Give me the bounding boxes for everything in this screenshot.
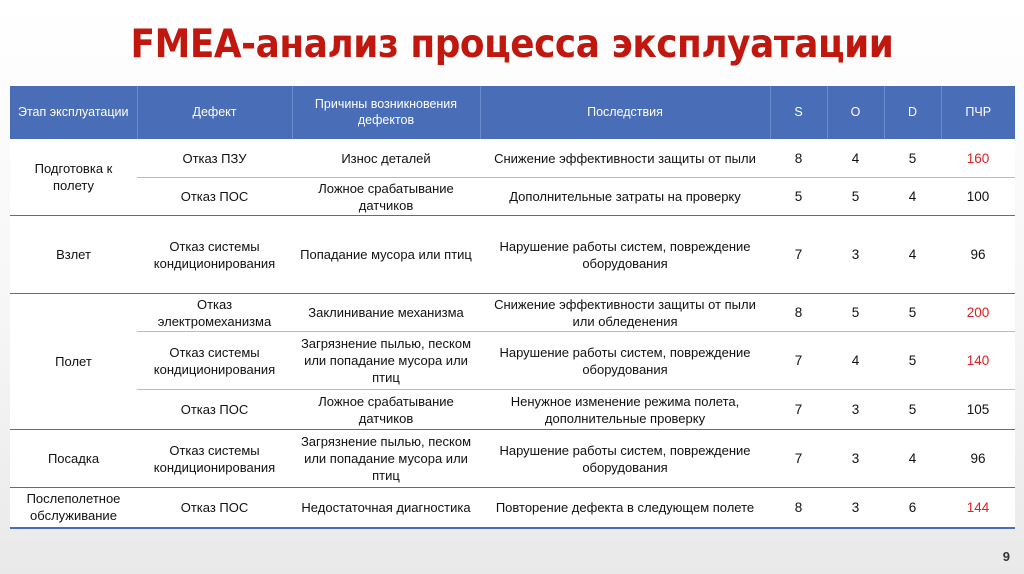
header-severity: S: [770, 86, 827, 139]
rpn-cell: 160: [941, 139, 1015, 178]
table-row: [10, 488, 1015, 528]
cause-cell: Ложное срабатывание датчиков: [292, 390, 480, 430]
effect-cell: Нарушение работы систем, повреждение оборудования: [480, 430, 770, 488]
occurrence-cell: 4: [827, 139, 884, 178]
rpn-cell: 144: [941, 488, 1015, 528]
stage-cell: Взлет: [10, 216, 137, 294]
table-row: [10, 332, 1015, 390]
header-effect: Последствия: [480, 86, 770, 139]
effect-cell: Нарушение работы систем, повреждение оборудования: [480, 216, 770, 294]
cause-cell: Заклинивание механизма: [292, 294, 480, 332]
page-number: 9: [1002, 549, 1010, 564]
effect-cell: Ненужное изменение режима полета, дополнительные проверку: [480, 390, 770, 430]
occurrence-cell: 3: [827, 430, 884, 488]
table-row: [10, 216, 1015, 294]
cause-cell: Ложное срабатывание датчиков: [292, 178, 480, 216]
effect-cell: Повторение дефекта в следующем полете: [480, 488, 770, 528]
header-detection: D: [884, 86, 941, 139]
defect-cell: Отказ системы кондиционирования: [137, 430, 292, 488]
effect-cell: Снижение эффективности защиты от пыли или обледенения: [480, 294, 770, 332]
detection-cell: 4: [884, 430, 941, 488]
occurrence-cell: 4: [827, 332, 884, 390]
detection-cell: 5: [884, 139, 941, 178]
rpn-cell: 96: [941, 430, 1015, 488]
occurrence-cell: 5: [827, 178, 884, 216]
rpn-cell: 200: [941, 294, 1015, 332]
occurrence-cell: 3: [827, 216, 884, 294]
defect-cell: Отказ ПОС: [137, 390, 292, 430]
table-row: [10, 430, 1015, 488]
table-header-row: [10, 86, 1015, 139]
stage-cell: Подготовка к полету: [10, 139, 137, 216]
rpn-cell: 100: [941, 178, 1015, 216]
table-row: [10, 139, 1015, 178]
defect-cell: Отказ электромеханизма: [137, 294, 292, 332]
detection-cell: 4: [884, 216, 941, 294]
detection-cell: 5: [884, 294, 941, 332]
detection-cell: 4: [884, 178, 941, 216]
table-row: [10, 390, 1015, 430]
effect-cell: Дополнительные затраты на проверку: [480, 178, 770, 216]
cause-cell: Загрязнение пылью, песком или попадание мусора или птиц: [292, 332, 480, 390]
occurrence-cell: 5: [827, 294, 884, 332]
occurrence-cell: 3: [827, 390, 884, 430]
cause-cell: Попадание мусора или птиц: [292, 216, 480, 294]
severity-cell: 8: [770, 294, 827, 332]
severity-cell: 7: [770, 430, 827, 488]
stage-cell: Послеполетное обслуживание: [10, 488, 137, 528]
header-stage: Этап эксплуатации: [10, 86, 137, 139]
header-cause: Причины возникновения дефектов: [292, 86, 480, 139]
severity-cell: 7: [770, 332, 827, 390]
detection-cell: 5: [884, 390, 941, 430]
defect-cell: Отказ ПОС: [137, 488, 292, 528]
fmea-table: [10, 86, 1015, 529]
effect-cell: Снижение эффективности защиты от пыли: [480, 139, 770, 178]
cause-cell: Недостаточная диагностика: [292, 488, 480, 528]
stage-cell: Посадка: [10, 430, 137, 488]
severity-cell: 8: [770, 488, 827, 528]
cause-cell: Износ деталей: [292, 139, 480, 178]
rpn-cell: 96: [941, 216, 1015, 294]
stage-cell: Полет: [10, 294, 137, 430]
defect-cell: Отказ ПЗУ: [137, 139, 292, 178]
header-occurrence: O: [827, 86, 884, 139]
detection-cell: 5: [884, 332, 941, 390]
severity-cell: 7: [770, 216, 827, 294]
severity-cell: 8: [770, 139, 827, 178]
fmea-table-container: [10, 86, 1015, 529]
slide-title: FMEA-анализ процесса эксплуатации: [130, 22, 894, 67]
header-defect: Дефект: [137, 86, 292, 139]
detection-cell: 6: [884, 488, 941, 528]
header-rpn: ПЧР: [941, 86, 1015, 139]
severity-cell: 7: [770, 390, 827, 430]
occurrence-cell: 3: [827, 488, 884, 528]
table-row: [10, 294, 1015, 332]
defect-cell: Отказ ПОС: [137, 178, 292, 216]
severity-cell: 5: [770, 178, 827, 216]
rpn-cell: 105: [941, 390, 1015, 430]
defect-cell: Отказ системы кондиционирования: [137, 216, 292, 294]
table-row: [10, 178, 1015, 216]
cause-cell: Загрязнение пылью, песком или попадание мусора или птиц: [292, 430, 480, 488]
effect-cell: Нарушение работы систем, повреждение оборудования: [480, 332, 770, 390]
defect-cell: Отказ системы кондиционирования: [137, 332, 292, 390]
rpn-cell: 140: [941, 332, 1015, 390]
